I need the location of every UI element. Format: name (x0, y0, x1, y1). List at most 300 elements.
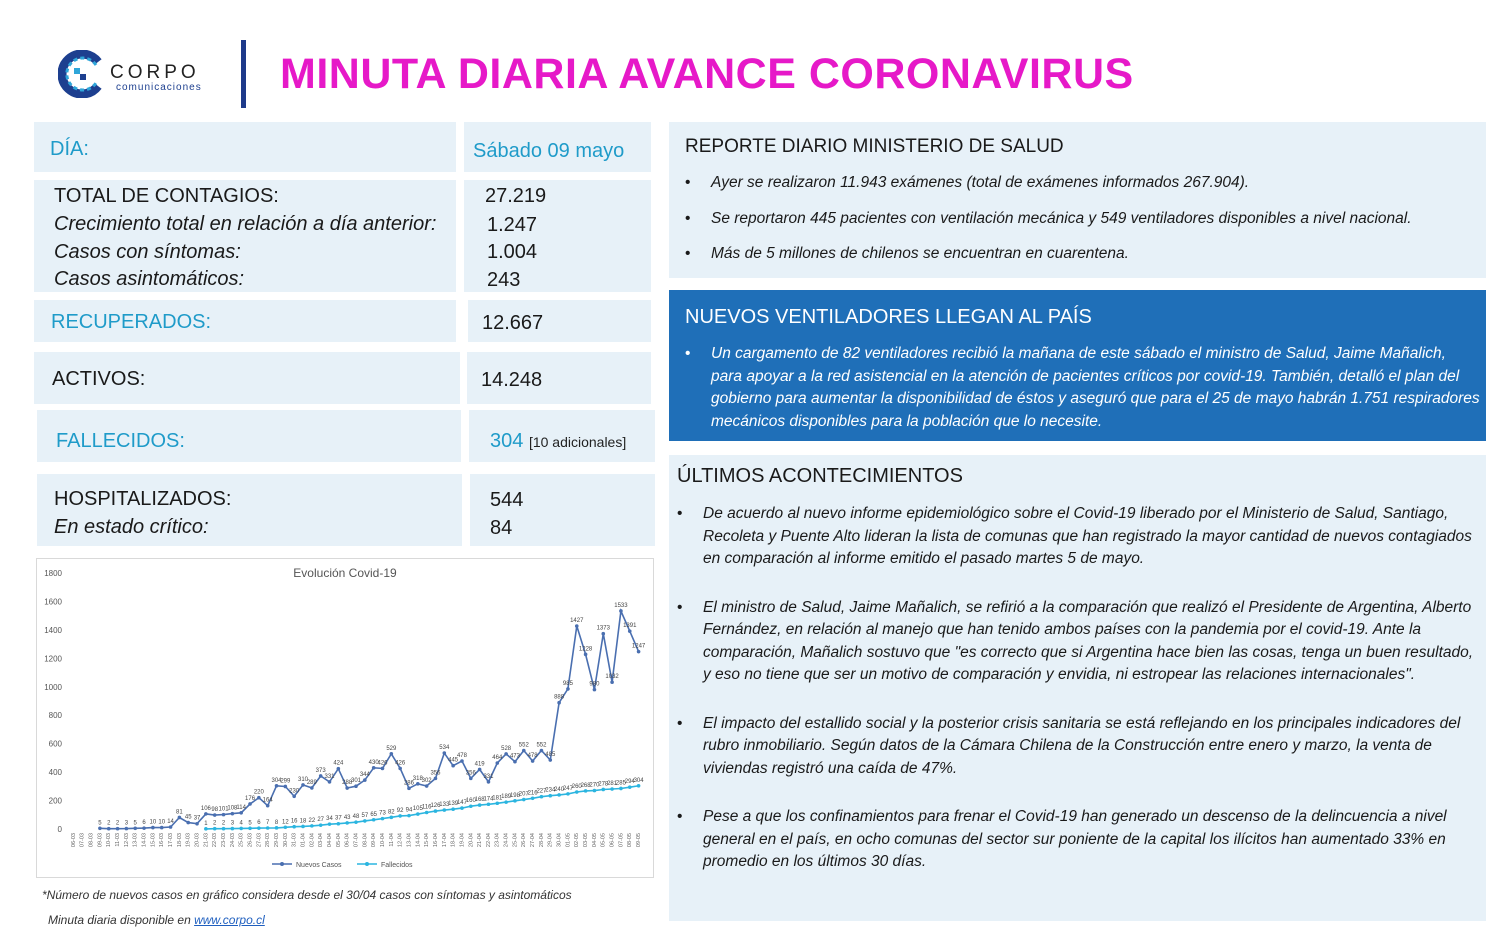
x-tick-label: 05-05 (600, 833, 607, 848)
data-point (142, 826, 146, 830)
data-point (610, 787, 614, 791)
data-label: 552 (518, 742, 529, 749)
data-point (610, 680, 614, 684)
x-tick-label: 12-04 (397, 833, 404, 848)
x-tick-label: 10-03 (106, 833, 113, 848)
logo-name: CORPO (110, 62, 200, 83)
x-tick-label: 16-03 (159, 833, 166, 848)
data-point (275, 826, 279, 830)
data-label: 302 (421, 778, 432, 785)
x-tick-label: 04-04 (326, 833, 333, 848)
recuperados-value: 12.667 (482, 312, 544, 334)
data-point (257, 826, 261, 830)
data-point (160, 826, 164, 830)
legend-label: Nuevos Casos (296, 862, 342, 869)
data-label: 6 (142, 820, 146, 827)
data-point (584, 789, 588, 793)
page-title: MINUTA DIARIA AVANCE CORONAVIRUS (280, 50, 1134, 98)
data-point (222, 813, 226, 817)
data-label: 247 (562, 785, 573, 792)
data-label: 1373 (596, 625, 610, 632)
data-point (407, 814, 411, 818)
x-tick-label: 09-04 (371, 833, 378, 848)
x-tick-label: 27-03 (256, 833, 263, 848)
data-label: 281 (607, 781, 618, 788)
data-point (619, 787, 623, 791)
data-label: 240 (554, 786, 565, 793)
data-label: 82 (387, 809, 395, 816)
data-label: 1427 (570, 618, 584, 625)
data-label: 45 (184, 814, 192, 821)
legend-marker (280, 862, 284, 866)
x-tick-label: 18-03 (176, 833, 183, 848)
data-point (284, 825, 288, 829)
total-contagios-label: TOTAL DE CONTAGIOS: (54, 185, 279, 207)
data-label: 2 (107, 820, 111, 827)
minsal-item: • Ayer se realizaron 11.943 exámenes (total de exámenes informados 267.904). (681, 172, 1481, 195)
data-label: 94 (405, 807, 413, 814)
data-label: 478 (527, 753, 538, 760)
data-point (284, 785, 288, 789)
hospitalizados-value-box (470, 474, 655, 546)
corpo-website-link[interactable]: www.corpo.cl (194, 913, 265, 927)
data-label: 5 (248, 820, 252, 827)
data-point (266, 826, 270, 830)
data-point (372, 818, 376, 822)
data-label: 299 (280, 778, 291, 785)
data-point (513, 760, 517, 764)
data-point (522, 798, 526, 802)
data-point (345, 786, 349, 790)
data-point (566, 687, 570, 691)
x-tick-label: 13-04 (406, 833, 413, 848)
data-point (469, 777, 473, 781)
data-point (601, 632, 605, 636)
hospitalizados-label: HOSPITALIZADOS: (54, 488, 232, 510)
data-point (575, 624, 579, 628)
data-label: 426 (377, 760, 388, 767)
data-point (239, 811, 243, 815)
data-point (637, 650, 641, 654)
data-label: 419 (474, 761, 485, 768)
x-tick-label: 04-05 (591, 833, 598, 848)
data-label: 27 (317, 817, 325, 824)
data-point (107, 827, 111, 831)
data-point (195, 822, 199, 826)
data-label: 304 (271, 777, 282, 784)
y-tick-label: 800 (48, 711, 62, 721)
data-point (337, 767, 341, 771)
data-label: 980 (589, 681, 600, 688)
chart-footnote: *Número de nuevos casos en gráfico considera desde el 30/04 casos con síntomas y asintomáticos (42, 888, 572, 902)
legend-label: Fallecidos (381, 862, 413, 869)
x-tick-label: 02-05 (574, 833, 581, 848)
x-tick-label: 24-04 (503, 833, 510, 848)
minsal-title: REPORTE DIARIO MINISTERIO DE SALUD (685, 136, 1064, 157)
data-label: 126 (430, 803, 441, 810)
data-label: 37 (334, 815, 342, 822)
data-label: 92 (396, 807, 404, 814)
data-point (557, 793, 561, 797)
sintomas-value: 1.004 (487, 241, 538, 263)
data-label: 10 (158, 819, 166, 826)
corpo-logo (58, 48, 228, 98)
data-point (116, 827, 120, 831)
data-point (98, 826, 102, 830)
data-point (495, 801, 499, 805)
recuperados-label: RECUPERADOS: (51, 311, 212, 333)
critico-label: En estado crítico: (54, 516, 209, 538)
data-label: 147 (456, 800, 467, 807)
data-point (478, 803, 482, 807)
data-label: 294 (624, 779, 635, 786)
data-label: 176 (245, 795, 256, 802)
data-label: 57 (361, 812, 369, 819)
data-point (398, 814, 402, 818)
x-tick-label: 17-03 (168, 833, 175, 848)
data-label: 101 (218, 806, 229, 813)
y-tick-label: 1600 (44, 597, 62, 607)
data-label: 430 (368, 759, 379, 766)
data-point (390, 816, 394, 820)
legend-marker (365, 862, 369, 866)
x-tick-label: 07-04 (353, 833, 360, 848)
x-tick-label: 21-03 (203, 833, 210, 848)
corpo-logo-icon (58, 50, 106, 98)
data-label: 189 (501, 794, 512, 801)
data-label: 139 (448, 801, 459, 808)
data-point (593, 688, 597, 692)
data-label: 43 (343, 814, 351, 821)
data-label: 8 (274, 819, 279, 826)
x-tick-label: 25-03 (238, 833, 245, 848)
data-label: 198 (509, 792, 520, 799)
activos-value-box (467, 352, 651, 404)
data-label: 260 (571, 784, 582, 791)
x-tick-label: 21-04 (477, 833, 484, 848)
data-label: 133 (439, 802, 450, 809)
data-point (566, 792, 570, 796)
data-label: 234 (545, 787, 556, 794)
x-tick-label: 23-03 (220, 833, 227, 848)
fallecidos-label-box (37, 410, 461, 462)
chart-title: Evolución Covid-19 (293, 566, 397, 580)
x-tick-label: 29-04 (547, 833, 554, 848)
fallecidos-value-group (490, 430, 626, 453)
data-label: 310 (298, 776, 309, 783)
header-divider (241, 40, 246, 108)
acontecimiento-item: • Pese a que los confinamientos para frenar el Covid-19 han generado un descenso de la delincuencia a nivel general en el país, en ocho comunas del sector sur poniente de la capital los ilícitos han aumentado 33% en promedio en los últimos 30 días. (673, 806, 1483, 874)
data-label: 528 (501, 745, 512, 752)
data-point (434, 777, 438, 781)
hospitalizados-value: 544 (490, 489, 524, 511)
data-label: 168 (474, 797, 485, 804)
y-tick-label: 1200 (44, 654, 62, 664)
data-point (345, 821, 349, 825)
data-label: 534 (439, 745, 450, 752)
data-label: 473 (509, 753, 520, 760)
data-point (204, 827, 208, 831)
data-point (487, 802, 491, 806)
data-point (548, 794, 552, 798)
ventiladores-title: NUEVOS VENTILADORES LLEGAN AL PAÍS (685, 306, 1092, 328)
x-tick-label: 14-03 (141, 833, 148, 848)
data-point (407, 787, 411, 791)
minsal-list (681, 172, 1481, 266)
x-tick-label: 09-03 (97, 833, 104, 848)
data-point (231, 827, 235, 831)
data-label: 304 (633, 777, 644, 784)
data-point (186, 821, 190, 825)
x-tick-label: 15-03 (150, 833, 157, 848)
data-label: 5 (98, 820, 102, 827)
acontecimiento-item: • De acuerdo al nuevo informe epidemiológico sobre el Covid-19 liberado por el Ministerio de Salud, Santiago, Recoleta y Puente Alto lideran la lista de comunas que han registrado la mayor cantidad de nuevos contagiados en comparación al informe emitido el pasado martes 5 de mayo. (673, 503, 1483, 571)
data-point (628, 629, 632, 633)
data-label: 116 (421, 804, 432, 811)
data-point (416, 782, 420, 786)
contagios-label-box (34, 180, 456, 292)
data-label: 318 (412, 775, 423, 782)
x-tick-label: 23-04 (494, 833, 501, 848)
data-label: 270 (589, 782, 600, 789)
data-point (125, 827, 129, 831)
x-tick-label: 26-03 (247, 833, 254, 848)
minsal-panel (669, 122, 1486, 278)
data-point (178, 816, 182, 820)
acontecimientos-panel (669, 455, 1486, 921)
x-tick-label: 22-04 (485, 833, 492, 848)
data-point (504, 800, 508, 804)
data-point (213, 827, 217, 831)
y-tick-label: 600 (48, 739, 62, 749)
data-point (381, 817, 385, 821)
data-point (513, 799, 517, 803)
dia-value: Sábado 09 mayo (473, 140, 625, 162)
data-point (328, 780, 332, 784)
x-tick-label: 16-04 (432, 833, 439, 848)
minsal-item: • Se reportaron 445 pacientes con ventilación mecánica y 549 ventiladores disponibles a nivel nacional. (681, 208, 1481, 231)
data-point (257, 796, 261, 800)
x-tick-label: 05-04 (335, 833, 342, 848)
data-point (637, 784, 641, 788)
data-point (310, 786, 314, 790)
activos-value: 14.248 (481, 369, 543, 391)
critico-value: 84 (490, 517, 513, 539)
data-label: 344 (359, 772, 370, 779)
data-point (487, 780, 491, 784)
data-label: 105 (412, 806, 423, 813)
data-label: 12 (282, 819, 289, 826)
data-label: 285 (615, 780, 626, 787)
data-point (443, 808, 447, 812)
x-tick-label: 06-03 (70, 833, 77, 848)
data-point (231, 812, 235, 816)
data-label: 181 (492, 795, 503, 802)
y-tick-label: 1800 (44, 569, 62, 578)
x-tick-label: 09-05 (636, 833, 643, 848)
data-label: 278 (598, 781, 609, 788)
data-label: 288 (342, 780, 353, 787)
activos-label-box (34, 352, 460, 404)
data-point (133, 826, 137, 830)
evolution-chart-svg (37, 559, 653, 877)
x-tick-label: 28-03 (265, 833, 272, 848)
data-label: 2 (115, 820, 120, 827)
x-tick-label: 30-03 (282, 833, 289, 848)
y-tick-label: 1400 (44, 625, 62, 635)
evolution-chart (36, 558, 654, 878)
x-tick-label: 31-03 (291, 833, 298, 848)
data-label: 14 (167, 819, 174, 826)
recuperados-value-box (468, 300, 651, 342)
x-tick-label: 11-04 (388, 833, 395, 847)
x-tick-label: 01-05 (565, 833, 572, 848)
activos-label: ACTIVOS: (52, 368, 146, 390)
data-label: 207 (518, 791, 529, 798)
data-point (593, 789, 597, 793)
data-point (204, 812, 208, 816)
data-label: 22 (308, 817, 316, 824)
data-label: 552 (536, 742, 547, 749)
ventiladores-list (681, 343, 1481, 433)
data-point (151, 826, 155, 830)
data-point (239, 827, 243, 831)
data-point (504, 752, 508, 756)
y-tick-label: 1000 (44, 682, 62, 692)
data-point (522, 749, 526, 753)
y-tick-label: 400 (48, 768, 62, 778)
data-label: 230 (289, 788, 300, 795)
data-label: 227 (536, 788, 547, 795)
data-point (443, 751, 447, 755)
x-tick-label: 26-04 (521, 833, 528, 848)
data-point (169, 825, 173, 829)
data-label: 331 (324, 773, 335, 780)
data-point (337, 822, 341, 826)
x-tick-label: 18-04 (450, 833, 457, 848)
data-point (310, 824, 314, 828)
x-tick-label: 12-03 (123, 833, 130, 848)
data-label: 1228 (578, 646, 593, 653)
x-tick-label: 13-03 (132, 833, 139, 848)
acontecimientos-title: ÚLTIMOS ACONTECIMIENTOS (677, 465, 963, 487)
data-point (354, 820, 358, 824)
logo-subtitle: comunicaciones (116, 82, 202, 93)
data-label: 3 (230, 820, 235, 827)
y-tick-label: 0 (57, 825, 62, 834)
data-label: 34 (326, 816, 333, 823)
data-point (416, 812, 420, 816)
data-point (266, 804, 270, 808)
data-label: 7 (266, 820, 270, 827)
data-label: 174 (483, 796, 494, 803)
data-label: 65 (370, 811, 378, 818)
x-tick-label: 01-04 (300, 833, 307, 848)
data-label: 356 (465, 770, 476, 777)
data-label: 106 (200, 805, 211, 812)
data-label: 1247 (631, 643, 646, 650)
total-contagios-value: 27.219 (485, 185, 547, 207)
data-point (292, 794, 296, 798)
data-label: 445 (448, 757, 459, 764)
data-point (557, 701, 561, 705)
data-point (398, 767, 402, 771)
x-tick-label: 14-04 (415, 833, 422, 848)
crecimiento-value: 1.247 (487, 214, 538, 236)
data-point (540, 795, 544, 799)
data-point (354, 784, 358, 788)
x-tick-label: 22-03 (212, 833, 219, 848)
data-label: 424 (333, 760, 344, 767)
data-label: 81 (176, 809, 183, 816)
data-label: 160 (465, 798, 476, 805)
data-point (319, 774, 323, 778)
data-label: 216 (527, 790, 538, 797)
data-label: 301 (350, 778, 362, 785)
data-label: 16 (290, 818, 298, 825)
x-tick-label: 29-03 (273, 833, 280, 848)
asintomaticos-value: 243 (487, 269, 521, 291)
data-label: 529 (386, 745, 397, 752)
data-point (301, 825, 305, 829)
data-point (460, 806, 464, 810)
data-point (213, 813, 217, 817)
asintomaticos-label: Casos asintomáticos: (54, 268, 245, 290)
data-point (222, 827, 226, 831)
data-label: 485 (545, 752, 556, 759)
x-tick-label: 27-04 (530, 833, 537, 848)
data-label: 2 (221, 820, 226, 827)
data-point (628, 785, 632, 789)
x-tick-label: 20-03 (194, 833, 201, 848)
data-point (363, 778, 367, 782)
data-label: 286 (403, 780, 414, 787)
ventiladores-panel (669, 290, 1486, 441)
x-tick-label: 03-05 (583, 833, 590, 848)
x-tick-label: 17-04 (441, 833, 448, 848)
data-label: 220 (253, 789, 264, 796)
x-tick-label: 11-03 (115, 833, 122, 847)
data-label: 289 (306, 779, 317, 786)
data-point (584, 653, 588, 657)
data-label: 108 (227, 805, 238, 812)
x-tick-label: 08-03 (88, 833, 95, 848)
x-tick-label: 08-04 (362, 833, 369, 848)
data-point (275, 784, 279, 788)
data-label: 48 (352, 814, 360, 821)
data-point (531, 796, 535, 800)
data-label: 356 (430, 770, 441, 777)
data-label: 331 (483, 773, 494, 780)
fallecidos-extra: [10 adicionales] (528, 434, 627, 450)
fallecidos-value: 304 (490, 430, 524, 452)
x-tick-label: 15-04 (424, 833, 431, 848)
x-tick-label: 10-04 (379, 833, 386, 848)
x-tick-label: 02-04 (309, 833, 316, 848)
x-tick-label: 19-03 (185, 833, 192, 848)
y-tick-label: 200 (48, 796, 62, 806)
data-point (460, 759, 464, 763)
x-tick-label: 24-03 (229, 833, 236, 848)
data-label: 73 (379, 810, 386, 817)
data-point (531, 759, 535, 763)
data-label: 888 (554, 694, 565, 701)
data-label: 1 (204, 820, 208, 827)
x-tick-label: 30-04 (556, 833, 563, 848)
hospitalizados-label-box (37, 474, 462, 546)
data-point (248, 826, 252, 830)
x-tick-label: 08-05 (627, 833, 634, 848)
